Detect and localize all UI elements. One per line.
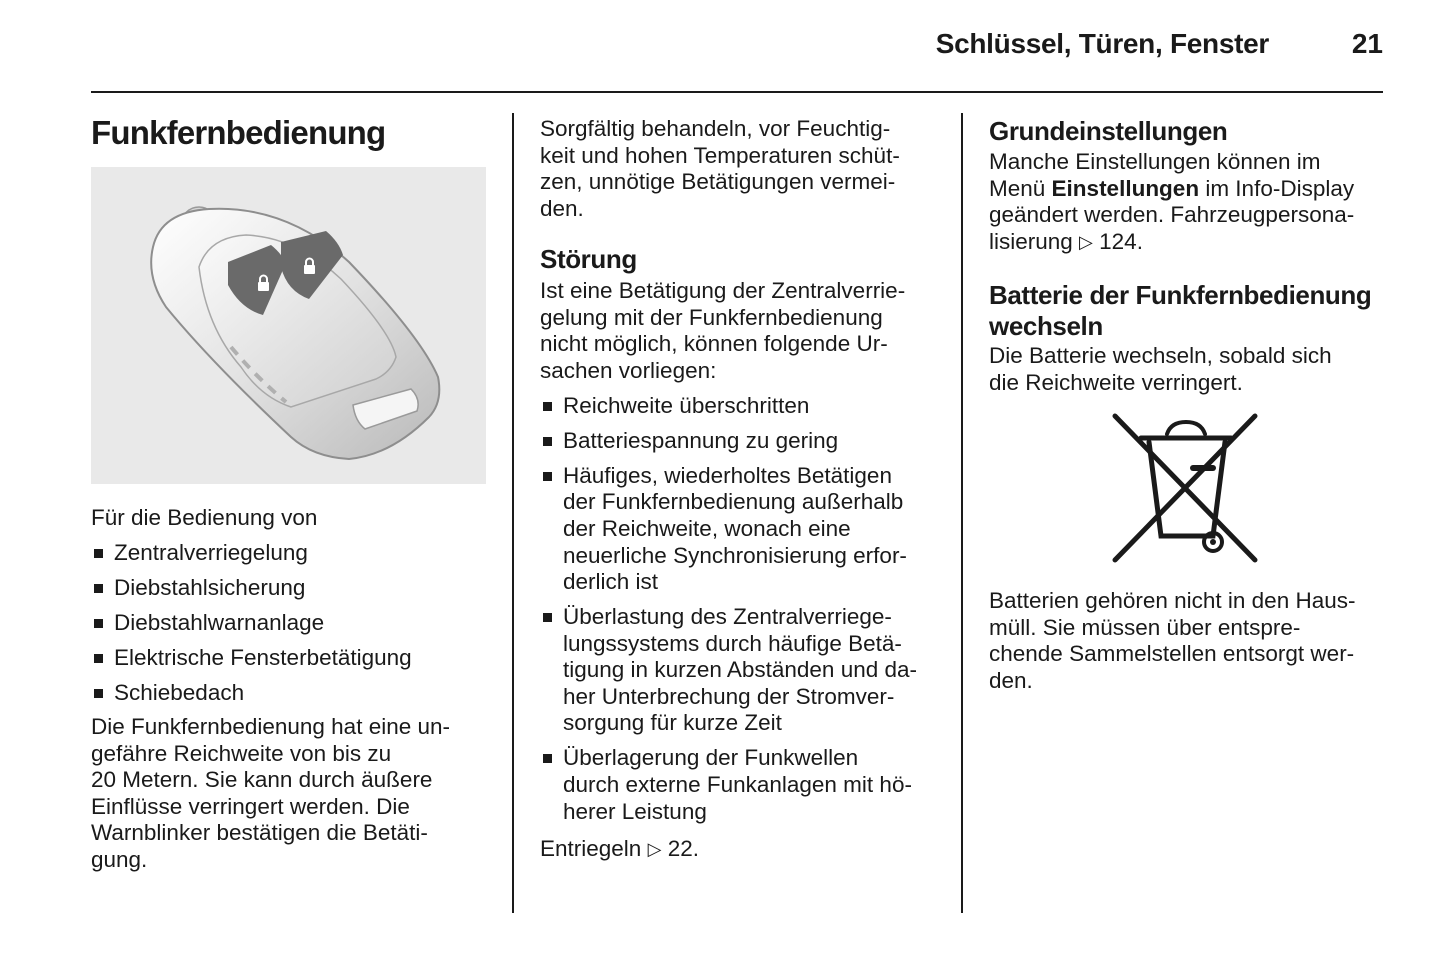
list-item: Überlastung des Zentralverriege- lungssystems durch häufige Betä- tigung in kurzen Abständen und da- her Unterbrechung der Stromver- sorgung für kurze Zeit: [540, 604, 940, 737]
remote-key-icon: [91, 167, 486, 484]
fault-intro: Ist eine Betätigung der Zentralverrie- gelung mit der Funkfernbedienung nicht möglich, können folgende Ur- sachen vorliegen:: [540, 278, 906, 383]
remote-key-illustration: [91, 167, 486, 484]
personalization-reference[interactable]: 124.: [1099, 228, 1143, 254]
column-divider-2: [961, 113, 963, 913]
reference-arrow-icon: ▷: [1079, 231, 1093, 252]
fault-causes-list: [540, 393, 940, 825]
basic-settings-heading: Grundeinstellungen: [989, 116, 1228, 146]
reference-arrow-icon: ▷: [647, 839, 662, 859]
list-item: Überlagerung der Funkwellen durch externe Funkanlagen mit hö- herer Leistung: [540, 745, 940, 825]
crossed-out-bin-icon: [1109, 412, 1264, 564]
disposal-symbol: [1109, 412, 1264, 564]
list-item: Schiebedach: [91, 680, 412, 707]
usage-intro: Für die Bedienung von: [91, 505, 318, 530]
disposal-paragraph: Batterien gehören nicht in den Haus- müll. Sie müssen über entspre- chende Sammelstellen entsorgt wer- den.: [989, 588, 1356, 693]
header-rule: [91, 91, 1383, 93]
list-item: Häufiges, wiederholtes Betätigen der Funkfernbedienung außerhalb der Reichweite, wonach eine neuerliche Synchronisierung erfor- derlich ist: [540, 463, 940, 596]
list-item: Diebstahlsicherung: [91, 575, 412, 602]
range-paragraph: Die Funkfernbedienung hat eine un- gefähre Reichweite von bis zu 20 Metern. Sie kann durch äußere Einflüsse verringert werden. Die Warnblinker bestätigen die Betäti- gung.: [91, 714, 451, 872]
column-divider-1: [512, 113, 514, 913]
list-item: Diebstahlwarnanlage: [91, 610, 412, 637]
list-item: Zentralverriegelung: [91, 540, 412, 567]
menu-settings-label: Einstellungen: [1051, 175, 1200, 201]
basic-settings-paragraph: Manche Einstellungen können im Menü Einstellungen im Info-Display geändert werden. Fahrzeugpersona- lisierung ▷ 124.: [989, 149, 1355, 254]
unlock-reference[interactable]: Entriegeln ▷ 22.: [540, 836, 699, 861]
list-item: Reichweite überschritten: [540, 393, 940, 420]
running-header-title: Schlüssel, Türen, Fenster: [935, 28, 1269, 59]
battery-heading: Batterie der Funkfernbedienung wechseln: [989, 280, 1372, 341]
usage-list: [91, 540, 412, 706]
list-item: Batteriespannung zu gering: [540, 428, 940, 455]
section-heading-funkfernbedienung: Funkfernbedienung: [91, 114, 386, 151]
list-item: Elektrische Fensterbetätigung: [91, 645, 412, 672]
page-number: 21: [1351, 28, 1383, 59]
fault-heading: Störung: [540, 244, 637, 274]
battery-paragraph: Die Batterie wechseln, sobald sich die Reichweite verringert.: [989, 343, 1332, 395]
care-paragraph: Sorgfältig behandeln, vor Feuchtig- keit und hohen Temperaturen schüt- zen, unnötige Betätigungen vermei- den.: [540, 116, 900, 221]
